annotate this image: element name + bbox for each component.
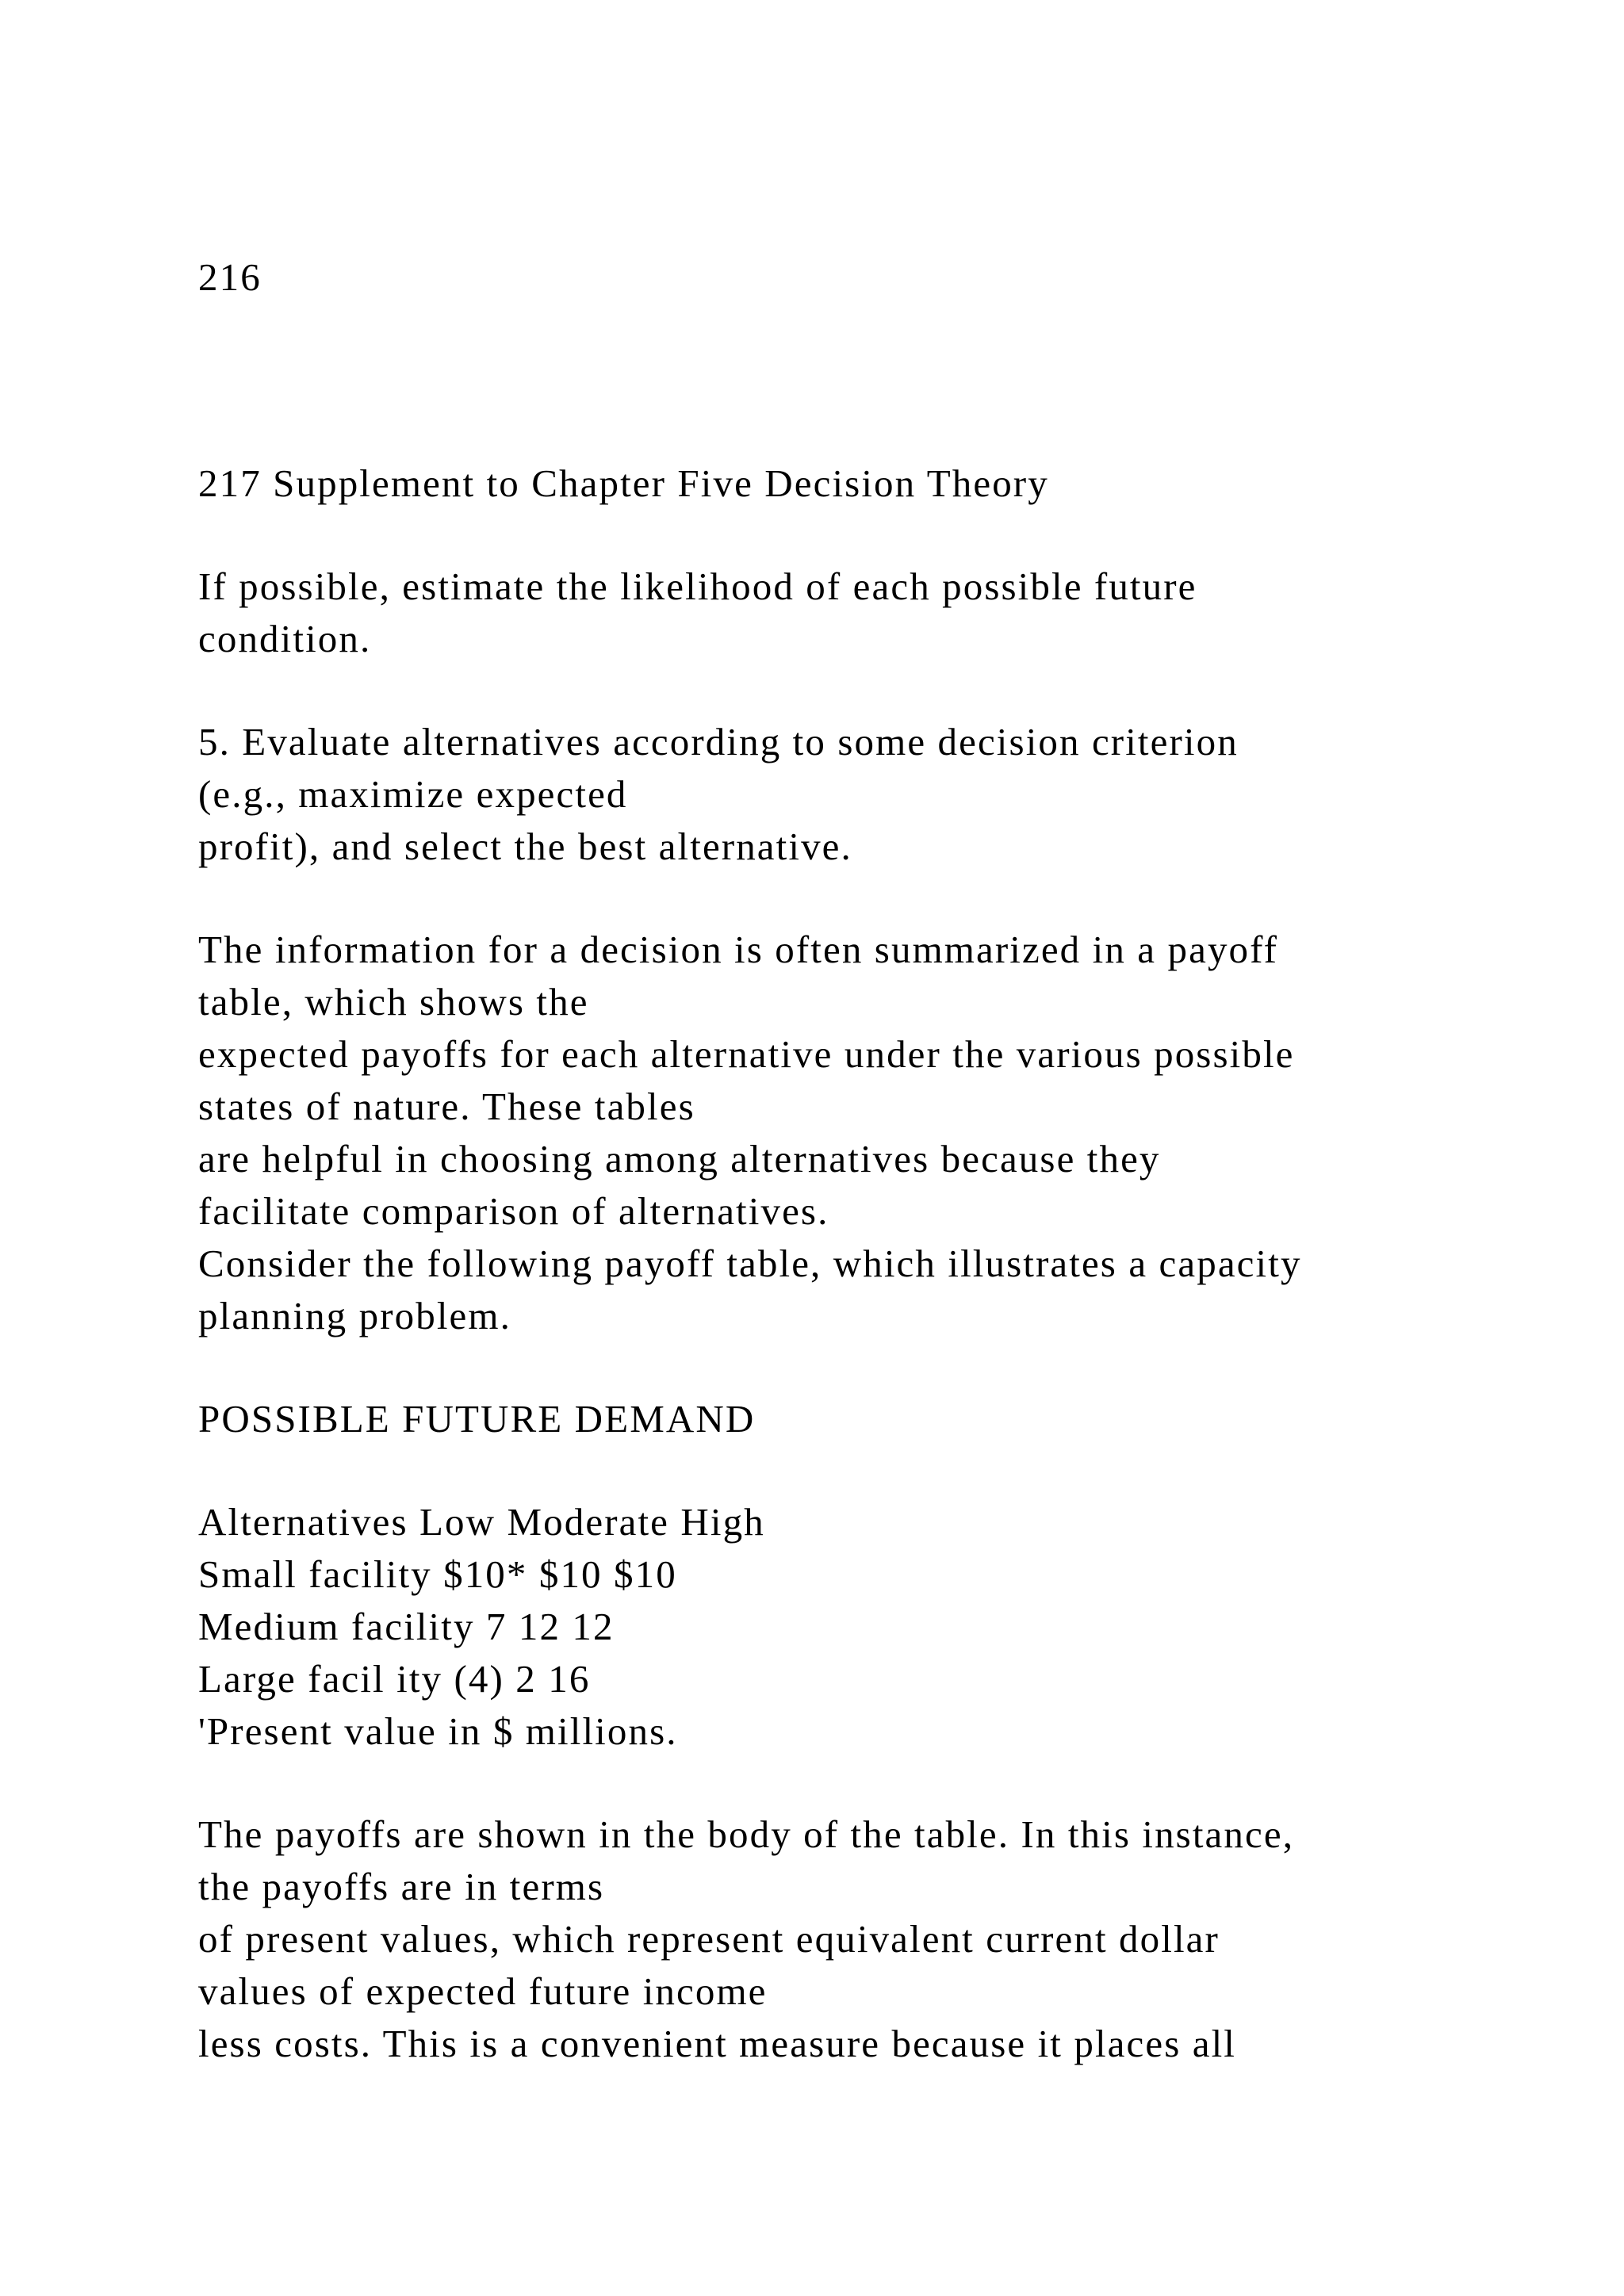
table-row: Small facility $10* $10 $10 xyxy=(198,1552,677,1596)
paragraph-line: The information for a decision is often summarized in a payoff xyxy=(198,928,1279,971)
table-row: Large facil ity (4) 2 16 xyxy=(198,1657,591,1701)
paragraph-line: of present values, which represent equivalent current dollar xyxy=(198,1917,1220,1961)
paragraph-line: less costs. This is a convenient measure because it places all xyxy=(198,2022,1237,2065)
paragraph-line: the payoffs are in terms xyxy=(198,1865,605,1908)
paragraph-line: are helpful in choosing among alternatives because they xyxy=(198,1137,1161,1181)
paragraph-line: values of expected future income xyxy=(198,1969,768,2013)
paragraph-line: condition. xyxy=(198,617,372,660)
paragraph-line: If possible, estimate the likelihood of each possible future xyxy=(198,564,1197,608)
paragraph-line: facilitate comparison of alternatives. xyxy=(198,1189,829,1233)
paragraph-line: The payoffs are shown in the body of the table. In this instance, xyxy=(198,1812,1295,1856)
paragraph-line: profit), and select the best alternative. xyxy=(198,825,852,868)
table-footnote: 'Present value in $ millions. xyxy=(198,1709,678,1753)
paragraph-line: expected payoffs for each alternative under the various possible xyxy=(198,1032,1295,1076)
paragraph-line: table, which shows the xyxy=(198,980,589,1024)
paragraph-line: (e.g., maximize expected xyxy=(198,772,628,816)
paragraph-line: Consider the following payoff table, which illustrates a capacity xyxy=(198,1242,1302,1285)
paragraph-line: 5. Evaluate alternatives according to some decision criterion xyxy=(198,720,1239,763)
section-heading: 217 Supplement to Chapter Five Decision Theory xyxy=(198,461,1049,505)
table-heading: POSSIBLE FUTURE DEMAND xyxy=(198,1397,756,1441)
paragraph-line: states of nature. These tables xyxy=(198,1085,695,1128)
table-row: Medium facility 7 12 12 xyxy=(198,1605,615,1648)
page-number: 216 xyxy=(198,255,262,299)
table-header-row: Alternatives Low Moderate High xyxy=(198,1500,765,1544)
paragraph-line: planning problem. xyxy=(198,1294,511,1337)
